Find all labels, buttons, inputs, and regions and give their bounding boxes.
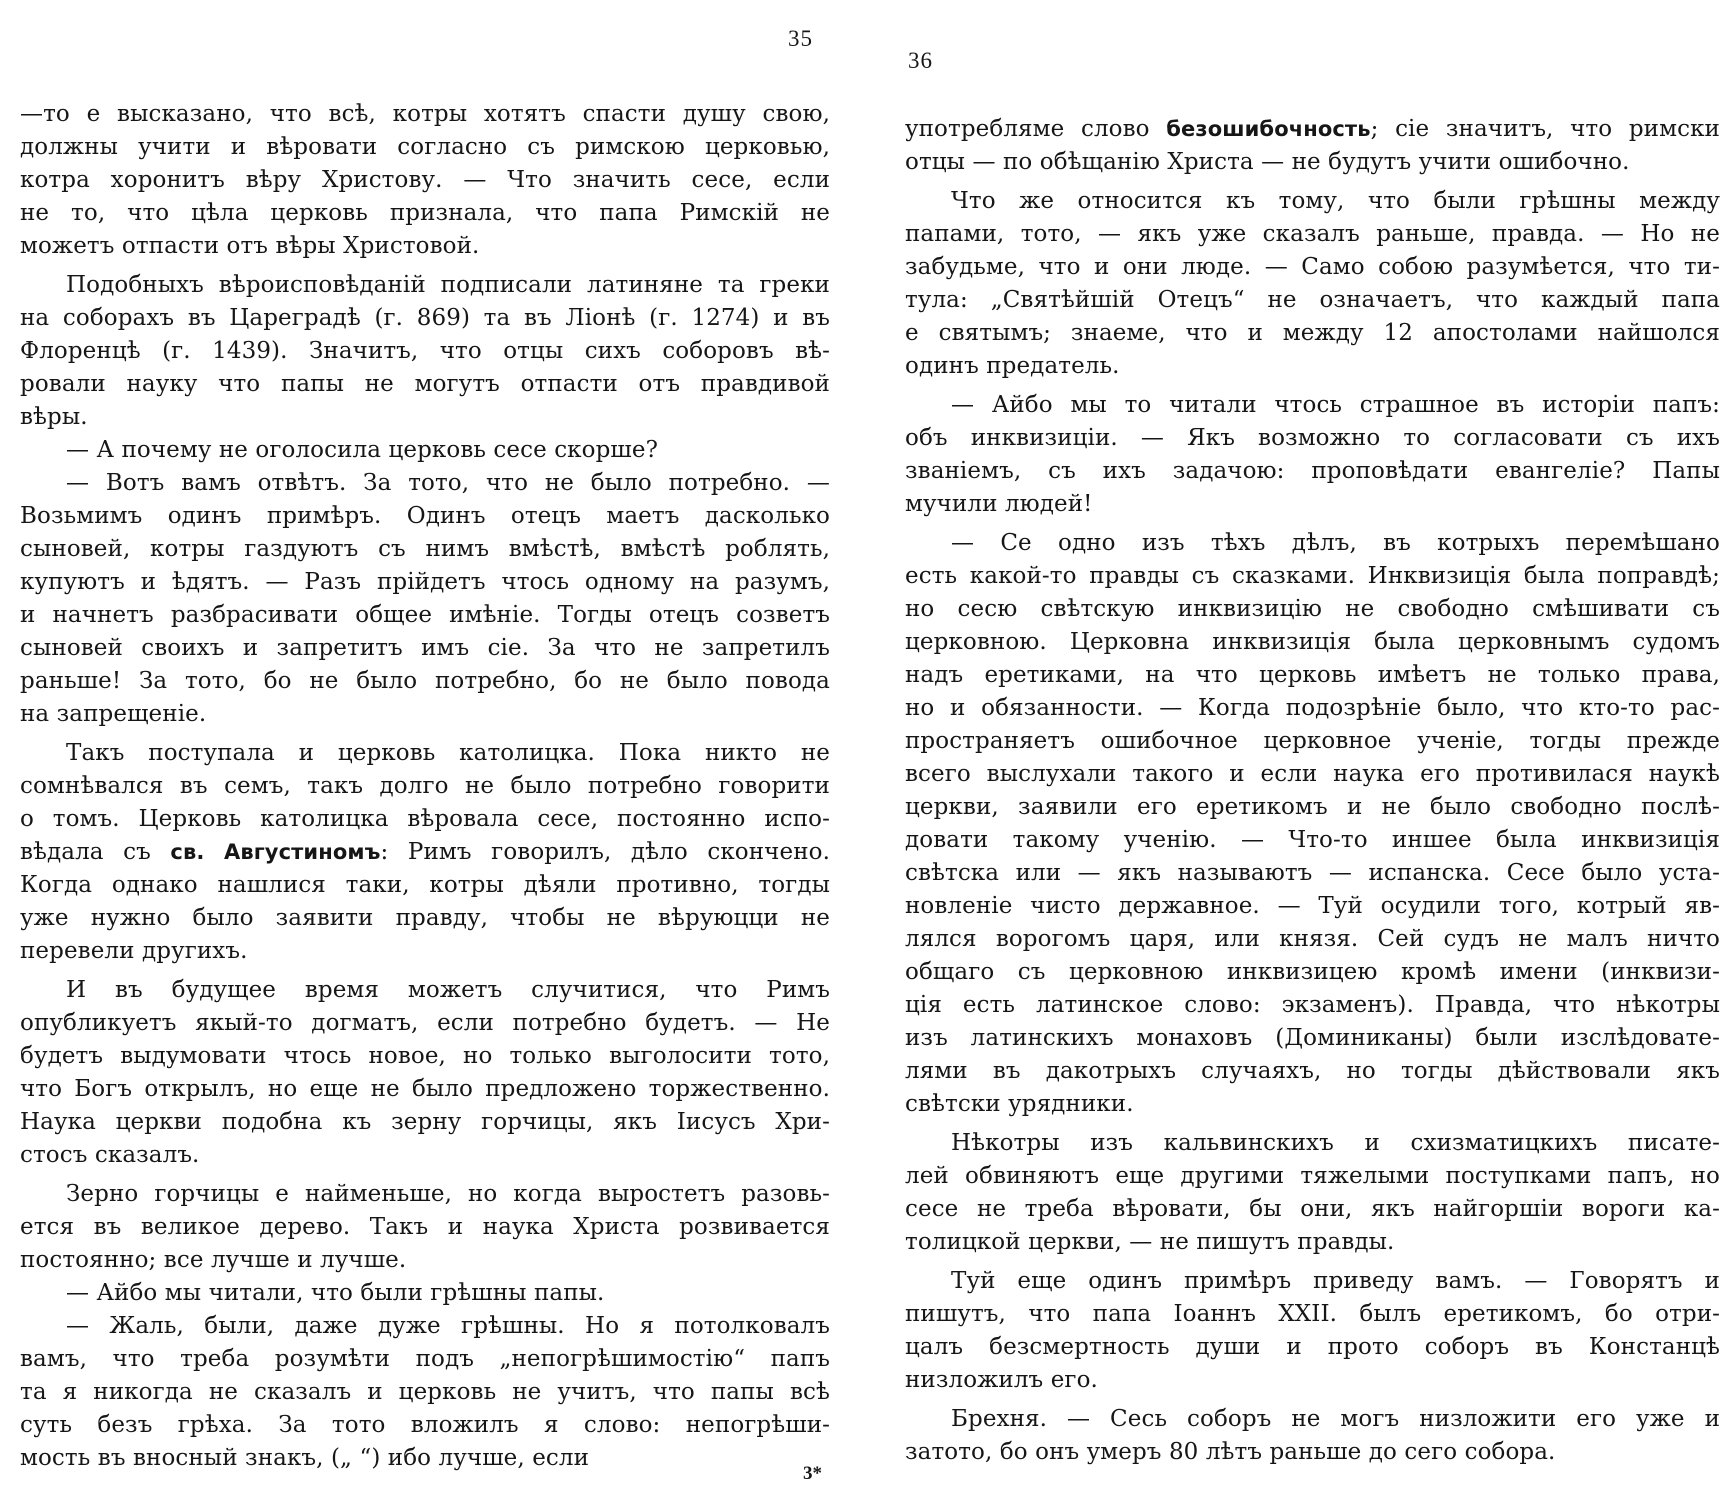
text-line: будетъ выдумовати чтось новое, но только выголосити тото, bbox=[20, 1043, 830, 1069]
text-line: общаго съ церковною инквизицею кромѣ имени (инквизи- bbox=[905, 959, 1720, 985]
text-line: церкви, заявили его еретикомъ и не было свободно послѣ- bbox=[905, 794, 1720, 820]
paragraph bbox=[905, 1403, 1720, 1469]
text-line: та я никогда не сказалъ и церковь не учитъ, что папы всѣ bbox=[20, 1379, 830, 1405]
text-line: е святымъ; знаеме, что и между 12 апостолами найшолся bbox=[905, 320, 1720, 346]
page-text bbox=[20, 98, 830, 1475]
text-line: изъ латинскихъ монаховъ (Доминиканы) были изслѣдовате- bbox=[905, 1025, 1720, 1051]
text-line: вамъ, что треба розумѣти подъ „непогрѣшимостію“ папъ bbox=[20, 1346, 830, 1372]
text-line: Подобныхъ вѣроисповѣданій подписали латиняне та греки bbox=[66, 272, 830, 298]
text-line: Что же относится къ тому, что были грѣшны между bbox=[951, 188, 1720, 214]
text-line: церковною. Церковна инквизиція была церковнымъ судомъ bbox=[905, 629, 1720, 655]
text-line: —то е высказано, что всѣ, котры хотятъ спасти душу свою, bbox=[20, 101, 830, 127]
text-line: затото, бо онъ умеръ 80 лѣтъ раньше до сего собора. bbox=[905, 1439, 1556, 1465]
text-line: Нѣкотры изъ кальвинскихъ и схизматицкихъ писате- bbox=[951, 1130, 1720, 1156]
text-line: объ инквизиціи. — Якъ возможно то согласовати съ ихъ bbox=[905, 425, 1720, 451]
text-line: низложилъ его. bbox=[905, 1367, 1098, 1393]
text-line: — Айбо мы читали, что были грѣшны папы. bbox=[66, 1280, 605, 1306]
paragraph bbox=[905, 1127, 1720, 1259]
text-line: одинъ предатель. bbox=[905, 353, 1120, 379]
text-line: пишутъ, что папа Іоаннъ XXII. былъ еретикомъ, бо отри- bbox=[905, 1301, 1720, 1327]
paragraph bbox=[20, 1310, 830, 1475]
text-line: сомнѣвался въ семъ, такъ долго не было потребно говорити bbox=[20, 773, 830, 799]
text-line: постоянно; все лучше и лучше. bbox=[20, 1247, 407, 1273]
bold-term: безошибочность bbox=[1166, 117, 1371, 141]
text-line: котра хоронитъ вѣру Христову. — Что значить сесе, если bbox=[20, 167, 830, 193]
text-line: лей обвиняютъ еще другими тяжелыми поступками папъ, но bbox=[905, 1163, 1720, 1189]
text-line: забудьме, что и они люде. — Само собою разумѣется, что ти- bbox=[905, 254, 1720, 280]
text-line: Брехня. — Сесь соборъ не могъ низложити его уже и bbox=[951, 1406, 1720, 1432]
text-line: надъ еретиками, на что церковь имѣетъ не только права, bbox=[905, 662, 1720, 688]
text-line: ется въ великое дерево. Такъ и наука Христа розвивается bbox=[20, 1214, 830, 1240]
text-line: Такъ поступала и церковь католицка. Пока никто не bbox=[66, 740, 830, 766]
text-line: довати такому ученію. — Что-то иншее была инквизиція bbox=[905, 827, 1720, 853]
text-line: Когда однако нашлися таки, котры дѣяли противно, тогды bbox=[20, 872, 830, 898]
text-line: — Се одно изъ тѣхъ дѣлъ, въ котрыхъ перемѣшано bbox=[951, 530, 1720, 556]
text-line: свѣтска или — якъ называютъ — испанска. Сесе было уста- bbox=[905, 860, 1720, 886]
text-line: ція есть латинское слово: экзаменъ). Правда, что нѣкотры bbox=[905, 992, 1720, 1018]
text-line: вѣры. bbox=[20, 404, 88, 430]
text-line: Возьмимъ одинъ примѣръ. Одинъ отецъ маетъ дасколько bbox=[20, 503, 830, 529]
text-line: папами, тото, — якъ уже сказалъ раньше, правда. — Но не bbox=[905, 221, 1720, 247]
text-line: И въ будущее время можетъ случитися, что Римъ bbox=[66, 977, 830, 1003]
text-line: Туй еще одинъ примѣръ приведу вамъ. — Говорятъ и bbox=[951, 1268, 1720, 1294]
text-line: мучили людей! bbox=[905, 491, 1093, 517]
paragraph bbox=[20, 467, 830, 731]
text-line: есть какой-то правды съ сказками. Инквизиція была поправдѣ; bbox=[905, 563, 1720, 589]
paragraph bbox=[905, 1265, 1720, 1397]
text-line: на запрещеніе. bbox=[20, 701, 207, 727]
text-line: Наука церкви подобна къ зерну горчицы, якъ Іисусъ Хри- bbox=[20, 1109, 830, 1135]
paragraph bbox=[20, 434, 830, 467]
text-line: что Богъ открылъ, но еще не было предложено торжественно. bbox=[20, 1076, 830, 1102]
text-line: и начнетъ разбрасивати общее имѣніе. Тогды отецъ созветъ bbox=[20, 602, 830, 628]
text-line: званіемъ, съ ихъ задачою: проповѣдати евангеліе? Папы bbox=[905, 458, 1720, 484]
paragraph bbox=[20, 974, 830, 1172]
right-page bbox=[895, 0, 1720, 1500]
text-line: толицкой церкви, — не пишутъ правды. bbox=[905, 1229, 1395, 1255]
text-line: сыновей, котры газдуютъ съ нимъ вмѣстѣ, вмѣстѣ роблять, bbox=[20, 536, 830, 562]
text-line: на соборахъ въ Цареградѣ (г. 869) та въ Ліонѣ (г. 1274) и въ bbox=[20, 305, 830, 331]
text-line: свѣтски урядники. bbox=[905, 1091, 1134, 1117]
paragraph bbox=[905, 113, 1720, 179]
text-line: — А почему не оголосила церковь сесе скорше? bbox=[66, 437, 659, 463]
bold-term: св. Августиномъ bbox=[170, 840, 381, 864]
text-line: тула: „Святѣйшій Отецъ“ не означаетъ, что каждый папа bbox=[905, 287, 1720, 313]
left-page bbox=[10, 0, 830, 1500]
text-line: лялся ворогомъ царя, или князя. Сей судъ не малъ ничто bbox=[905, 926, 1720, 952]
text-line: можетъ отпасти отъ вѣры Христовой. bbox=[20, 233, 480, 259]
text-line: купуютъ и ѣдятъ. — Разъ прійдетъ чтось одному на разумъ, bbox=[20, 569, 830, 595]
paragraph bbox=[20, 98, 830, 263]
paragraph bbox=[905, 389, 1720, 521]
text-line: употребляме слово безошибочность; сіе значитъ, что римски bbox=[905, 116, 1720, 142]
text-line: мость въ вносный знакъ, („ “) ибо лучше, если bbox=[20, 1445, 590, 1471]
text-line: раньше! За тото, бо не было потребно, бо не было повода bbox=[20, 668, 830, 694]
text-line: отцы — по обѣщанію Христа — не будутъ учити ошибочно. bbox=[905, 149, 1630, 175]
page-number: 36 bbox=[908, 48, 933, 73]
page-text bbox=[905, 113, 1720, 1469]
text-line: сесе не треба вѣровати, бы они, якъ найгоршіи вороги ка- bbox=[905, 1196, 1720, 1222]
text-line: перевели другихъ. bbox=[20, 938, 248, 964]
text-line: ровали науку что папы не могутъ отпасти отъ правдивой bbox=[20, 371, 830, 397]
paragraph bbox=[20, 1178, 830, 1277]
paragraph bbox=[905, 527, 1720, 1121]
text-line: не то, что цѣла церковь признала, что папа Римскій не bbox=[20, 200, 830, 226]
text-line: сыновей своихъ и запретитъ имъ сіе. За что не запретилъ bbox=[20, 635, 830, 661]
text-line: опубликуетъ якый-то догматъ, если потребно будетъ. — Не bbox=[20, 1010, 830, 1036]
text-line: суть безъ грѣха. За тото вложилъ я слово: непогрѣши- bbox=[20, 1412, 830, 1438]
signature-mark: 3* bbox=[803, 1463, 822, 1484]
text-line: пространяетъ ошибочное церковное ученіе, тогды прежде bbox=[905, 728, 1720, 754]
text-line: — Вотъ вамъ отвѣтъ. За тото, что не было потребно. — bbox=[66, 470, 830, 496]
text-line: уже нужно было заявити правду, чтобы не вѣруюцци не bbox=[20, 905, 830, 931]
paragraph bbox=[20, 737, 830, 968]
text-line: вѣдала съ св. Августиномъ: Римъ говорилъ, дѣло скончено. bbox=[20, 839, 830, 865]
text-line: — Айбо мы то читали чтось страшное въ исторіи папъ: bbox=[951, 392, 1720, 418]
text-line: Флоренцѣ (г. 1439). Значитъ, что отцы сихъ соборовъ вѣ- bbox=[20, 338, 830, 364]
text-line: — Жаль, были, даже дуже грѣшны. Но я потолковалъ bbox=[66, 1313, 830, 1339]
text-line: но сесю свѣтскую инквизицію не свободно смѣшивати съ bbox=[905, 596, 1720, 622]
paragraph bbox=[905, 185, 1720, 383]
paragraph bbox=[20, 269, 830, 434]
page-number: 35 bbox=[788, 26, 813, 51]
text-line: новленіе чисто державное. — Туй осудили того, котрый яв- bbox=[905, 893, 1720, 919]
text-line: всего выслухали такого и если наука его противилася наукѣ bbox=[905, 761, 1720, 787]
text-line: но и обязанности. — Когда подозрѣніе было, что кто-то рас- bbox=[905, 695, 1720, 721]
text-line: Зерно горчицы е найменьше, но когда выростетъ разовь- bbox=[66, 1181, 830, 1207]
text-line: должны учити и вѣровати согласно съ римскою церковью, bbox=[20, 134, 830, 160]
text-line: цалъ безсмертность души и прото соборъ въ Констанцѣ bbox=[905, 1334, 1720, 1360]
text-line: о томъ. Церковь католицка вѣровала сесе, постоянно испо- bbox=[20, 806, 830, 832]
text-line: стосъ сказалъ. bbox=[20, 1142, 200, 1168]
text-line: лями въ дакотрыхъ случаяхъ, но тогды дѣйствовали якъ bbox=[905, 1058, 1720, 1084]
paragraph bbox=[20, 1277, 830, 1310]
